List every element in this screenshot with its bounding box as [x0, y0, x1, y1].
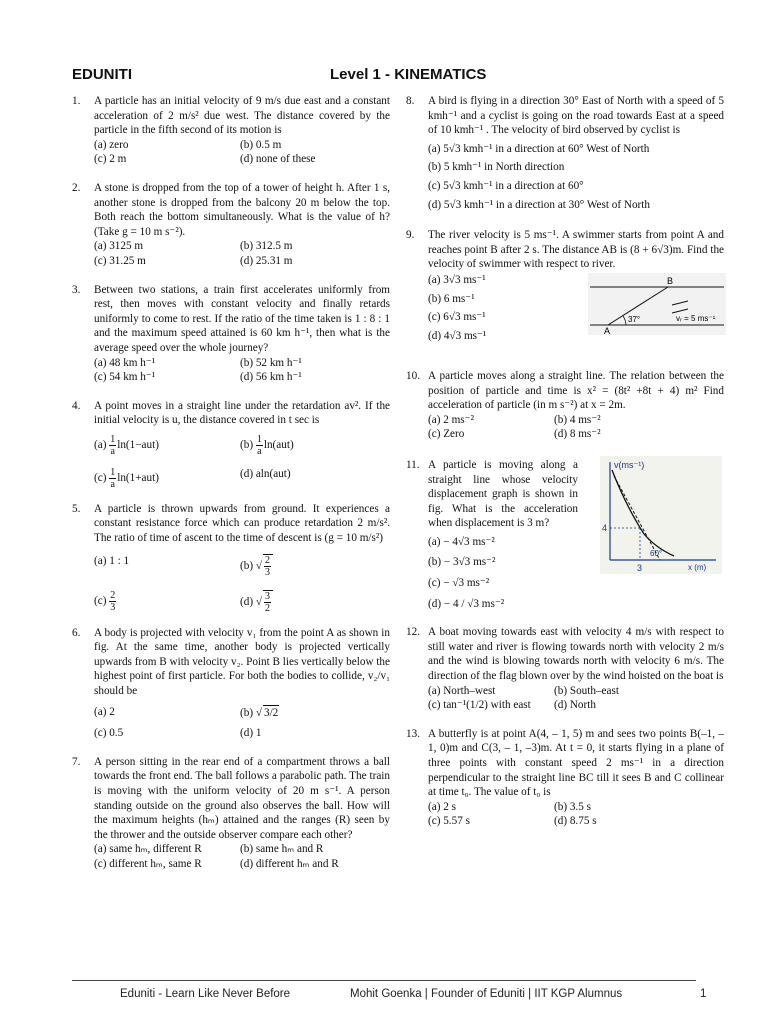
option-c[interactable]: (c) 5.57 s — [428, 815, 470, 828]
options — [428, 413, 724, 442]
option-c[interactable]: (c) $\frac{2}{3}$ — [94, 589, 116, 613]
option-c[interactable]: (c) Zero — [428, 428, 465, 441]
question-13 — [406, 727, 724, 829]
option-b[interactable]: (b) same hₘ and R — [240, 843, 324, 856]
option-d[interactable]: (d) 25.31 m — [240, 254, 293, 267]
options — [428, 800, 724, 829]
question-stem: A point moves in a straight line under the retardation av². If the initial velocity is u, the distance covered in t sec is — [94, 399, 390, 427]
option-b[interactable]: (b) $\frac{1}{a}$ ln(aut) — [240, 433, 294, 457]
option-a[interactable]: (a) 48 km h⁻¹ — [94, 356, 156, 369]
option-a[interactable]: (a) $\frac{1}{a}$ ln(1−aut) — [94, 433, 159, 457]
question-7 — [72, 755, 390, 872]
question-number: 10. — [406, 369, 420, 382]
option-b[interactable]: (b) 0.5 m — [240, 138, 282, 151]
options — [94, 842, 390, 871]
brand-name: EDUNITI — [72, 66, 132, 83]
option-d[interactable]: (d) 1 — [240, 727, 262, 740]
option-a[interactable]: (a) − 4√3 ms⁻² — [428, 535, 495, 548]
option-a[interactable]: (a) 2 — [94, 705, 115, 718]
option-c[interactable]: (c) 31.25 m — [94, 254, 146, 267]
option-b[interactable]: (b) 52 km h⁻¹ — [240, 356, 302, 369]
footer-author: Mohit Goenka | Founder of Eduniti | IIT KGP Alumnus — [350, 988, 623, 1000]
options — [428, 684, 724, 713]
question-stem: A person sitting in the rear end of a compartment throws a ball towards the front end. The ball follows a parabolic path. The train is moving with the uniform velocity of 20 m s⁻¹. A person standing outside on the ground also observes the ball. How will the maximum heights (hₘ) attained and the ranges (R) seen by the thrower and the outside observer compare each other? — [94, 755, 390, 841]
question-8 — [406, 94, 724, 212]
question-number: 6. — [72, 626, 81, 639]
velocity-displacement-graph — [600, 456, 722, 574]
option-a[interactable]: (a) North–west — [428, 684, 496, 697]
x-axis-label: x (m) — [688, 562, 707, 572]
option-d[interactable]: (d) 56 km h⁻¹ — [240, 371, 302, 384]
question-stem: A particle has an initial velocity of 9 m/s due east and a constant acceleration of 2 m/s² due west. The distance covered by the particle in the fifth second of its motion is — [94, 95, 390, 137]
question-11 — [406, 458, 724, 611]
option-c[interactable]: (c) − √3 ms⁻² — [428, 577, 490, 590]
question-12 — [406, 625, 724, 713]
options — [94, 239, 390, 268]
option-b[interactable]: (b) 6 ms⁻¹ — [428, 292, 475, 305]
question-number: 9. — [406, 229, 415, 242]
y-axis-label: v(ms⁻¹) — [614, 459, 645, 470]
question-stem: The river velocity is 5 ms⁻¹. A swimmer starts from point A and reaches point B after 2 s. The distance AB is (8 + 6√3)m. Find the velocity of swimmer with respect to river. — [428, 229, 724, 271]
option-a[interactable]: (a) zero — [94, 138, 129, 151]
question-stem: Between two stations, a train first accelerates uniformly from rest, then moves with constant velocity and finally retards uniformly to come to rest. If the ratio of the time taken is 1 : 8 : 1 and the maximum speed attained is 60 km h⁻¹, then what is the average speed over the whole journey? — [94, 283, 390, 354]
option-c[interactable]: (c) $\frac{1}{a}$ ln(1+aut) — [94, 466, 159, 490]
question-stem: A particle is moving along a straight line whose velocity displacement graph is shown in fig. What is the acceleration when displacement is 3 m? — [428, 458, 578, 530]
option-c[interactable]: (c) 54 km h⁻¹ — [94, 371, 156, 384]
question-number: 5. — [72, 502, 81, 515]
footer-divider — [72, 980, 696, 981]
question-number: 11. — [406, 458, 420, 471]
option-c[interactable]: (c) 5√3 kmh⁻¹ in a direction at 60° — [428, 179, 584, 192]
option-d[interactable]: (d) √ $\frac{3}{2}$ — [240, 590, 390, 614]
option-d[interactable]: (d) − 4 / √3 ms⁻² — [428, 597, 505, 610]
question-6 — [72, 626, 390, 741]
question-stem: A butterfly is at point A(4, – 1, 5) m and sees two points B(–1, – 1, 0)m and C(3, – 1, –3)m. At t = 0, it starts flying in a plane of three points with constant speed 2 ms⁻¹ in a direction perpendicular to the straight line BC till it sees B and C collinear at time t₀. The value of t₀ is — [428, 727, 724, 799]
question-4 — [72, 399, 390, 490]
option-a[interactable]: (a) 5√3 kmh⁻¹ in a direction at 60° West of North — [428, 142, 650, 155]
question-number: 2. — [72, 181, 81, 194]
question-9 — [406, 228, 724, 353]
label-a: A — [604, 325, 611, 335]
question-stem: A particle moves along a straight line. The relation between the position of particle and time is x² = (8t² +8t + 4) m² Find acceleration of particle (in m s⁻²) at x = 2m. — [428, 369, 724, 412]
question-number: 1. — [72, 95, 81, 107]
tick-label-3: 3 — [637, 562, 643, 573]
question-5 — [72, 502, 390, 614]
label-angle: 37° — [628, 314, 641, 324]
option-d[interactable]: (d) 8.75 s — [554, 815, 597, 828]
question-stem: A stone is dropped from the top of a tower of height h. After 1 s, another stone is dropped from the balcony 20 m below the top. Both reach the bottom simultaneously. What is the value of h? (Take g = 10 m s⁻²). — [94, 181, 390, 238]
options — [94, 554, 390, 614]
question-stem: A particle is thrown upwards from ground. It experiences a constant resistance force which can produce retardation 2 m/s². The ratio of time of ascent to the time of descent is (g = 10 m/s²) — [94, 502, 390, 545]
question-stem: A bird is flying in a direction 30° East of North with a speed of 5 kmh⁻¹ and a cyclist is going on the road towards East at a speed of 10 kmh⁻¹ . The velocity of bird observed by cyclist is — [428, 95, 724, 137]
question-number: 4. — [72, 399, 81, 412]
question-1 — [72, 94, 390, 167]
option-a[interactable]: (a) 3125 m — [94, 240, 144, 253]
option-d[interactable]: (d) different hₘ and R — [240, 857, 339, 870]
river-diagram — [588, 273, 726, 335]
option-a[interactable]: (a) 2 ms⁻² — [428, 413, 474, 426]
option-d[interactable]: (d) 4√3 ms⁻¹ — [428, 329, 487, 342]
option-c[interactable]: (c) 0.5 — [94, 727, 124, 740]
option-d[interactable]: (d) 8 ms⁻² — [554, 428, 601, 441]
question-number: 7. — [72, 755, 81, 768]
tick-label-4: 4 — [602, 522, 608, 533]
page-title: Level 1 - KINEMATICS — [330, 66, 487, 83]
option-b[interactable]: (b) − 3√3 ms⁻² — [428, 556, 496, 569]
options — [94, 434, 390, 490]
option-c[interactable]: (c) 2 m — [94, 153, 127, 166]
question-number: 12. — [406, 626, 420, 639]
question-3 — [72, 283, 390, 385]
option-d[interactable]: (d) North — [554, 699, 596, 712]
question-10 — [406, 369, 724, 442]
option-d[interactable]: (d) 5√3 kmh⁻¹ in a direction at 30° West of North — [428, 198, 650, 211]
question-number: 8. — [406, 95, 415, 107]
option-d[interactable]: (d) none of these — [240, 153, 316, 166]
option-b[interactable]: (b) 5 kmh⁻¹ in North direction — [428, 161, 565, 174]
right-column — [406, 94, 724, 829]
question-number: 3. — [72, 283, 81, 296]
options — [428, 142, 724, 212]
page-number: 1 — [700, 988, 707, 1000]
option-a[interactable]: (a) 2 s — [428, 800, 456, 813]
angle-label: 60° — [650, 548, 663, 558]
option-c[interactable]: (c) tan⁻¹(1/2) with east — [428, 699, 531, 712]
option-a[interactable]: (a) 3√3 ms⁻¹ — [428, 273, 486, 286]
question-2 — [72, 181, 390, 269]
option-b[interactable]: (b) South–east — [554, 684, 619, 697]
options — [94, 705, 390, 741]
option-a[interactable]: (a) same hₘ, different R — [94, 843, 202, 856]
option-b[interactable]: (b) 312.5 m — [240, 240, 293, 253]
question-stem: A boat moving towards east with velocity 4 m/s with respect to still water and river is flowing towards north with velocity 2 m/s and the wind is blowing towards north with velocity 6 m/s. The direction of the flag blown over by the wind hoisted on the boat is — [428, 626, 724, 683]
footer-tagline: Eduniti - Learn Like Never Before — [120, 988, 291, 1000]
option-d[interactable]: (d) aln(aut) — [240, 467, 291, 480]
option-b[interactable]: (b) 4 ms⁻² — [554, 413, 601, 426]
label-river-velocity: vᵣ = 5 ms⁻¹ — [676, 313, 716, 323]
option-b[interactable]: (b) √ 3/2 — [240, 706, 279, 719]
options — [94, 138, 390, 167]
options — [94, 356, 390, 385]
question-stem: A body is projected with velocity v₁ from the point A as shown in fig. At the same time, another body is projected vertically upwards from B with velocity v₂. Point B lies vertically below the highest point of first particle. For both the bodies to collide, v₂/v₁ should be — [94, 626, 390, 698]
option-a[interactable]: (a) 1 : 1 — [94, 554, 130, 567]
label-b: B — [667, 275, 674, 286]
left-column — [72, 94, 390, 872]
option-c[interactable]: (c) different hₘ, same R — [94, 857, 202, 870]
option-b[interactable]: (b) 3.5 s — [554, 800, 591, 813]
question-number: 13. — [406, 727, 420, 740]
option-b[interactable]: (b) √ $\frac{2}{3}$ — [240, 554, 390, 578]
option-c[interactable]: (c) 6√3 ms⁻¹ — [428, 311, 486, 324]
